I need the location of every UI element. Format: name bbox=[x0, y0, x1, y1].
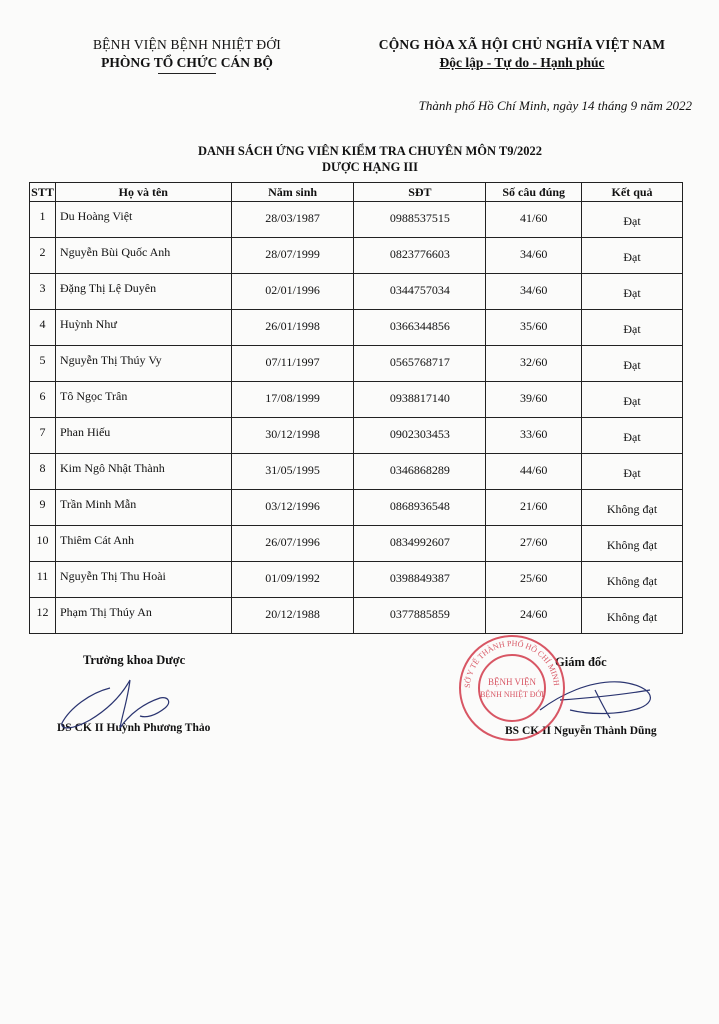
cell-score: 24/60 bbox=[486, 598, 582, 634]
cell-result: Đạt bbox=[582, 382, 683, 418]
header-score: Số câu đúng bbox=[486, 183, 582, 202]
cell-stt: 10 bbox=[30, 526, 56, 562]
stamp-inner-text-1: BỆNH VIỆN bbox=[487, 677, 537, 687]
cell-phone: 0823776603 bbox=[354, 238, 486, 274]
cell-phone: 0868936548 bbox=[354, 490, 486, 526]
stamp-outer-ring bbox=[460, 636, 564, 740]
stamp-inner-text-2: BỆNH NHIỆT ĐỚI bbox=[480, 690, 544, 699]
cell-name: Nguyễn Thị Thu Hoài bbox=[55, 562, 231, 598]
cell-phone: 0902303453 bbox=[354, 418, 486, 454]
cell-result: Không đạt bbox=[582, 598, 683, 634]
table-row bbox=[30, 310, 683, 346]
left-signature-block bbox=[45, 653, 265, 734]
cell-name: Đặng Thị Lệ Duyên bbox=[55, 274, 231, 310]
cell-score: 32/60 bbox=[486, 346, 582, 382]
cell-result: Đạt bbox=[582, 454, 683, 490]
cell-score: 44/60 bbox=[486, 454, 582, 490]
cell-dob: 26/01/1998 bbox=[231, 310, 354, 346]
cell-name: Trần Minh Mẫn bbox=[55, 490, 231, 526]
cell-score: 35/60 bbox=[486, 310, 582, 346]
header-dob: Năm sinh bbox=[231, 183, 354, 202]
table-row bbox=[30, 418, 683, 454]
cell-name: Phạm Thị Thúy An bbox=[55, 598, 231, 634]
country-name: CỘNG HÒA XÃ HỘI CHỦ NGHĨA VIỆT NAM bbox=[378, 37, 666, 52]
cell-score: 21/60 bbox=[486, 490, 582, 526]
stamp-inner-ring bbox=[479, 655, 545, 721]
cell-stt: 7 bbox=[30, 418, 56, 454]
official-stamp bbox=[457, 633, 567, 743]
header-result: Kết quả bbox=[582, 183, 683, 202]
cell-phone: 0834992607 bbox=[354, 526, 486, 562]
header-stt: STT bbox=[30, 183, 56, 202]
table-row bbox=[30, 490, 683, 526]
left-handwritten-signature bbox=[50, 668, 200, 738]
cell-name: Thiêm Cát Anh bbox=[55, 526, 231, 562]
table-row bbox=[30, 346, 683, 382]
department-name: PHÒNG TỔ CHỨC CÁN BỘ bbox=[101, 55, 273, 70]
cell-name: Nguyễn Bùi Quốc Anh bbox=[55, 238, 231, 274]
table-body bbox=[30, 202, 683, 634]
cell-stt: 2 bbox=[30, 238, 56, 274]
cell-dob: 01/09/1992 bbox=[231, 562, 354, 598]
table-row bbox=[30, 382, 683, 418]
cell-stt: 1 bbox=[30, 202, 56, 238]
national-header bbox=[352, 37, 692, 71]
cell-phone: 0398849387 bbox=[354, 562, 486, 598]
cell-name: Huỳnh Như bbox=[55, 310, 231, 346]
cell-stt: 9 bbox=[30, 490, 56, 526]
hospital-name: BỆNH VIỆN BỆNH NHIỆT ĐỚI bbox=[92, 37, 282, 52]
cell-phone: 0988537515 bbox=[354, 202, 486, 238]
cell-result: Đạt bbox=[582, 238, 683, 274]
candidate-table bbox=[29, 182, 683, 634]
cell-name: Kim Ngô Nhật Thành bbox=[55, 454, 231, 490]
document-title bbox=[30, 143, 710, 175]
left-signer-name: DS CK II Huỳnh Phương Thảo bbox=[57, 722, 211, 734]
cell-name: Du Hoàng Việt bbox=[55, 202, 231, 238]
table-row bbox=[30, 202, 683, 238]
cell-phone: 0346868289 bbox=[354, 454, 486, 490]
cell-stt: 3 bbox=[30, 274, 56, 310]
title-line-2: DƯỢC HẠNG III bbox=[321, 160, 419, 174]
cell-dob: 28/03/1987 bbox=[231, 202, 354, 238]
cell-dob: 31/05/1995 bbox=[231, 454, 354, 490]
cell-dob: 28/07/1999 bbox=[231, 238, 354, 274]
table-row bbox=[30, 454, 683, 490]
header-phone: SĐT bbox=[354, 183, 486, 202]
cell-score: 39/60 bbox=[486, 382, 582, 418]
right-signer-name: BS CK II Nguyễn Thành Dũng bbox=[505, 725, 657, 737]
cell-phone: 0344757034 bbox=[354, 274, 486, 310]
cell-score: 27/60 bbox=[486, 526, 582, 562]
document-date: Thành phố Hồ Chí Minh, ngày 14 tháng 9 năm 2022 bbox=[418, 98, 692, 113]
cell-phone: 0366344856 bbox=[354, 310, 486, 346]
cell-score: 41/60 bbox=[486, 202, 582, 238]
cell-result: Đạt bbox=[582, 418, 683, 454]
table-row bbox=[30, 598, 683, 634]
table-header-row bbox=[30, 183, 683, 202]
cell-stt: 12 bbox=[30, 598, 56, 634]
title-line-1: DANH SÁCH ỨNG VIÊN KIỂM TRA CHUYÊN MÔN T9/2022 bbox=[197, 144, 542, 158]
header-divider bbox=[158, 73, 216, 74]
cell-score: 25/60 bbox=[486, 562, 582, 598]
cell-result: Đạt bbox=[582, 310, 683, 346]
cell-name: Nguyễn Thị Thúy Vy bbox=[55, 346, 231, 382]
cell-stt: 5 bbox=[30, 346, 56, 382]
cell-result: Đạt bbox=[582, 346, 683, 382]
cell-dob: 20/12/1988 bbox=[231, 598, 354, 634]
cell-dob: 26/07/1996 bbox=[231, 526, 354, 562]
cell-result: Đạt bbox=[582, 202, 683, 238]
table-row bbox=[30, 238, 683, 274]
cell-score: 34/60 bbox=[486, 274, 582, 310]
cell-dob: 30/12/1998 bbox=[231, 418, 354, 454]
right-signer-role: Giám đốc bbox=[555, 655, 607, 669]
cell-result: Không đạt bbox=[582, 490, 683, 526]
table-row bbox=[30, 526, 683, 562]
header-name: Họ và tên bbox=[55, 183, 231, 202]
cell-phone: 0565768717 bbox=[354, 346, 486, 382]
stamp-ring-text: SỞ Y TẾ THÀNH PHỐ HỒ CHÍ MINH bbox=[462, 638, 562, 689]
cell-phone: 0938817140 bbox=[354, 382, 486, 418]
cell-dob: 03/12/1996 bbox=[231, 490, 354, 526]
cell-name: Tô Ngọc Trân bbox=[55, 382, 231, 418]
cell-result: Đạt bbox=[582, 274, 683, 310]
cell-stt: 6 bbox=[30, 382, 56, 418]
cell-result: Không đạt bbox=[582, 526, 683, 562]
left-signer-role: Trưởng khoa Dược bbox=[83, 653, 186, 667]
table-row bbox=[30, 562, 683, 598]
cell-dob: 02/01/1996 bbox=[231, 274, 354, 310]
cell-dob: 07/11/1997 bbox=[231, 346, 354, 382]
table-row bbox=[30, 274, 683, 310]
cell-phone: 0377885859 bbox=[354, 598, 486, 634]
cell-score: 33/60 bbox=[486, 418, 582, 454]
organization-header bbox=[62, 37, 312, 74]
cell-stt: 11 bbox=[30, 562, 56, 598]
cell-result: Không đạt bbox=[582, 562, 683, 598]
cell-stt: 8 bbox=[30, 454, 56, 490]
cell-name: Phan Hiếu bbox=[55, 418, 231, 454]
cell-score: 34/60 bbox=[486, 238, 582, 274]
country-motto: Độc lập - Tự do - Hạnh phúc bbox=[439, 55, 605, 70]
cell-dob: 17/08/1999 bbox=[231, 382, 354, 418]
cell-stt: 4 bbox=[30, 310, 56, 346]
